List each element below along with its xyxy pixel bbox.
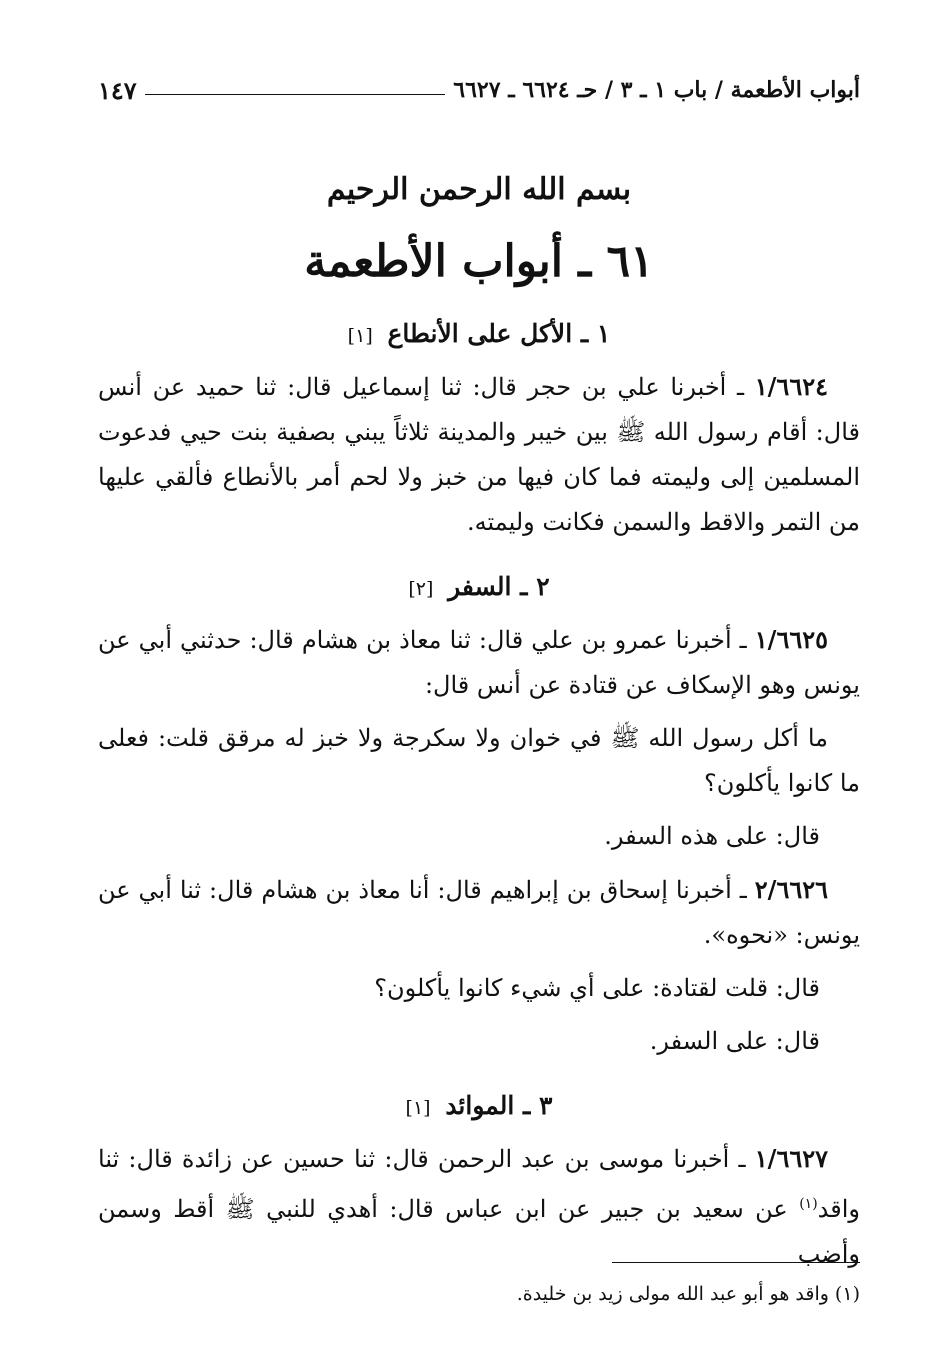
- hadith-6625: [98, 617, 860, 708]
- footnote-marker: (١): [799, 1196, 818, 1212]
- hadith-6627: [98, 1136, 860, 1277]
- hadith-6626: [98, 867, 860, 958]
- hadith-6625-matn: ما أكل رسول الله ﷺ في خوان ولا سكرجة ولا خبز له مرقق قلت: فعلى ما كانوا يأكلون؟: [98, 724, 860, 797]
- chapter-title-text: ٣ ـ الموائد: [445, 1091, 553, 1120]
- chapter-note-ref: [١]: [347, 325, 373, 347]
- chapter-title-1: [98, 314, 860, 356]
- chapter-title-text: ٢ ـ السفر: [448, 572, 550, 601]
- hadith-text-continued: عن سعيد بن جبير عن ابن عباس قال: أهدي للنبي ﷺ أقط وسمن وأضب: [98, 1195, 860, 1268]
- hadith-number: ١/٦٦٢٥: [754, 625, 828, 654]
- chapter-note-ref: [١]: [405, 1097, 431, 1119]
- book-title: ٦١ ـ أبواب الأطعمة: [304, 236, 654, 287]
- hadith-text: ـ أخبرنا علي بن حجر قال: ثنا إسماعيل قال: ثنا حميد عن أنس قال: أقام رسول الله ﷺ بين خيبر والمدينة ثلاثاً يبني بصفية بنت حيي فدعوت المسلمين إلى وليمته فما كان فيها من خبز ولا لحم أمر بالأنطاع فألقي عليها من التمر والاقط والسمن فكانت وليمته.: [98, 373, 860, 536]
- chapter-title-3: [98, 1086, 860, 1128]
- hadith-number: ١/٦٦٢٤: [754, 372, 828, 401]
- hadith-text: ـ أخبرنا موسى بن عبد الرحمن قال: ثنا حسين عن زائدة قال: ثنا واقد: [98, 1145, 860, 1223]
- hadith-text: ـ أخبرنا عمرو بن علي قال: ثنا معاذ بن هشام قال: حدثني أبي عن يونس وهو الإسكاف عن قتادة عن أنس قال:: [98, 626, 860, 699]
- basmala: بسم الله الرحمن الرحيم: [326, 172, 632, 207]
- footnote: (١) واقد هو أبو عبد الله مولى زيد بن خليدة.: [516, 1283, 860, 1305]
- hadith-6626-question: قال: قلت لقتادة: على أي شيء كانوا يأكلون؟: [374, 974, 820, 1002]
- hadith-text: ـ أخبرنا إسحاق بن إبراهيم قال: أنا معاذ بن هشام قال: ثنا أبي عن يونس: «نحوه».: [98, 876, 860, 949]
- header-rule: [145, 94, 446, 95]
- chapter-title-text: ١ ـ الأكل على الأنطاع: [387, 319, 611, 348]
- chapter-note-ref: [٢]: [408, 578, 434, 600]
- page-body: [98, 168, 860, 1285]
- hadith-6626-answer: قال: على السفر.: [649, 1027, 820, 1055]
- hadith-number: ١/٦٦٢٧: [754, 1144, 828, 1173]
- footnote-rule: [612, 1262, 860, 1263]
- hadith-number: ٢/٦٦٢٦: [754, 875, 828, 904]
- hadith-6625-answer: قال: على هذه السفر.: [604, 822, 820, 850]
- running-title: أبواب الأطعمة / باب ١ ـ ٣ / حـ ٦٦٢٤ ـ ٦٦٢٧: [453, 77, 860, 103]
- chapter-title-2: [98, 567, 860, 609]
- hadith-6624: [98, 364, 860, 545]
- running-header: [98, 72, 860, 108]
- page-number: ١٤٧: [98, 75, 137, 105]
